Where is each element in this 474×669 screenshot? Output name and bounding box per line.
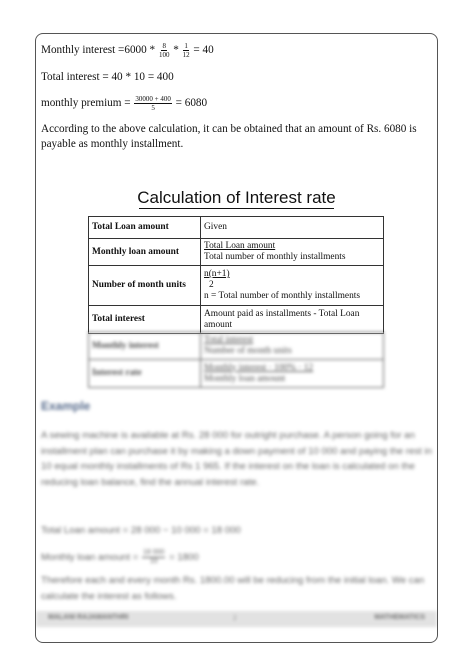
row-key: Total interest — [89, 306, 201, 334]
footer-subject: MATHEMATICS — [374, 614, 425, 621]
fraction-denominator: 5 — [151, 104, 155, 112]
row-value — [201, 266, 384, 306]
monthly-interest-result: = 40 — [193, 44, 214, 57]
monthly-interest-prefix: Monthly interest =6000 * — [41, 44, 156, 57]
premium-result: = 6080 — [175, 97, 208, 110]
table-row — [89, 266, 384, 306]
page-frame — [35, 33, 438, 643]
example-heading: Example — [41, 399, 91, 413]
fraction-denominator: 10 — [149, 558, 158, 565]
row-key: Monthly interest — [89, 333, 201, 360]
section-title: Calculation of Interest rate — [137, 188, 336, 207]
therefore-paragraph: Therefore each and every month Rs. 1800.00 will be reducing from the initial loan. We can calculate the interest as follows. — [41, 575, 425, 602]
monthly-loan-prefix: Monthly loan amount = — [41, 552, 139, 564]
fraction-month — [183, 42, 190, 59]
monthly-premium-equation — [41, 95, 207, 112]
table-row — [89, 306, 384, 334]
conclusion-paragraph: According to the above calculation, it can be obtained that an amount of Rs. 6080 is payable as monthly installment. — [41, 123, 417, 150]
times-sign: * — [173, 44, 179, 57]
fraction-numerator: 30000 + 400 — [135, 95, 171, 103]
footer-author: MALANI RAJAMANTHRI — [48, 614, 129, 621]
row-value: Given — [201, 217, 384, 239]
fraction-denominator: 12 — [182, 51, 190, 59]
table-row — [89, 217, 384, 239]
value-numerator: Total Loan amount — [204, 241, 276, 251]
interest-formula-table — [88, 216, 384, 334]
premium-prefix: monthly premium = — [41, 97, 131, 110]
fraction-denominator: 100 — [158, 51, 170, 59]
value-denominator: Number of month units — [204, 346, 292, 356]
loan-amount-equation: Total Loan amount = 28 000 − 10 000 = 18 000 — [41, 525, 241, 536]
fraction-numerator: 18 000 — [143, 549, 165, 556]
value-numerator: Monthly interest · 100% · 12 — [204, 362, 314, 373]
table-row — [89, 239, 384, 266]
value-numerator: n(n+1) — [204, 269, 230, 279]
example-problem: A sewing machine is available at Rs. 28 000 for outright purchase. A person going for an installment plan can purchase it by making a down payment of 10 000 and paying the rest in 10 equal monthly installments of Rs 1 965. If the interest on the loan is calculated on the reducing loan balance, find the annual interest rate. — [41, 430, 432, 488]
fraction-rate — [159, 42, 170, 59]
title-underline — [139, 208, 334, 209]
value-denominator: 2 — [209, 280, 214, 290]
row-value: Amount paid as installments - Total Loan amount — [201, 306, 384, 334]
fraction-premium — [134, 95, 171, 112]
footer-page-number: 2 — [233, 614, 237, 622]
monthly-loan-result: = 1800 — [169, 552, 199, 564]
value-note: n = Total number of monthly installments — [204, 291, 361, 301]
monthly-interest-equation — [41, 42, 214, 59]
value-denominator: Monthly loan amount — [204, 373, 286, 384]
row-key: Monthly loan amount — [89, 239, 201, 266]
row-value — [201, 239, 384, 266]
row-key: Total Loan amount — [89, 217, 201, 239]
value-denominator: Total number of monthly installments — [204, 252, 346, 262]
row-key: Number of month units — [89, 266, 201, 306]
row-key: Interest rate — [89, 360, 201, 388]
fraction-numerator: 1 — [184, 42, 188, 50]
value-numerator: Total interest — [204, 335, 254, 345]
preview-fade-overlay — [36, 332, 437, 643]
fraction-numerator: 8 — [162, 42, 166, 50]
total-interest-equation: Total interest = 40 * 10 = 400 — [41, 71, 174, 83]
